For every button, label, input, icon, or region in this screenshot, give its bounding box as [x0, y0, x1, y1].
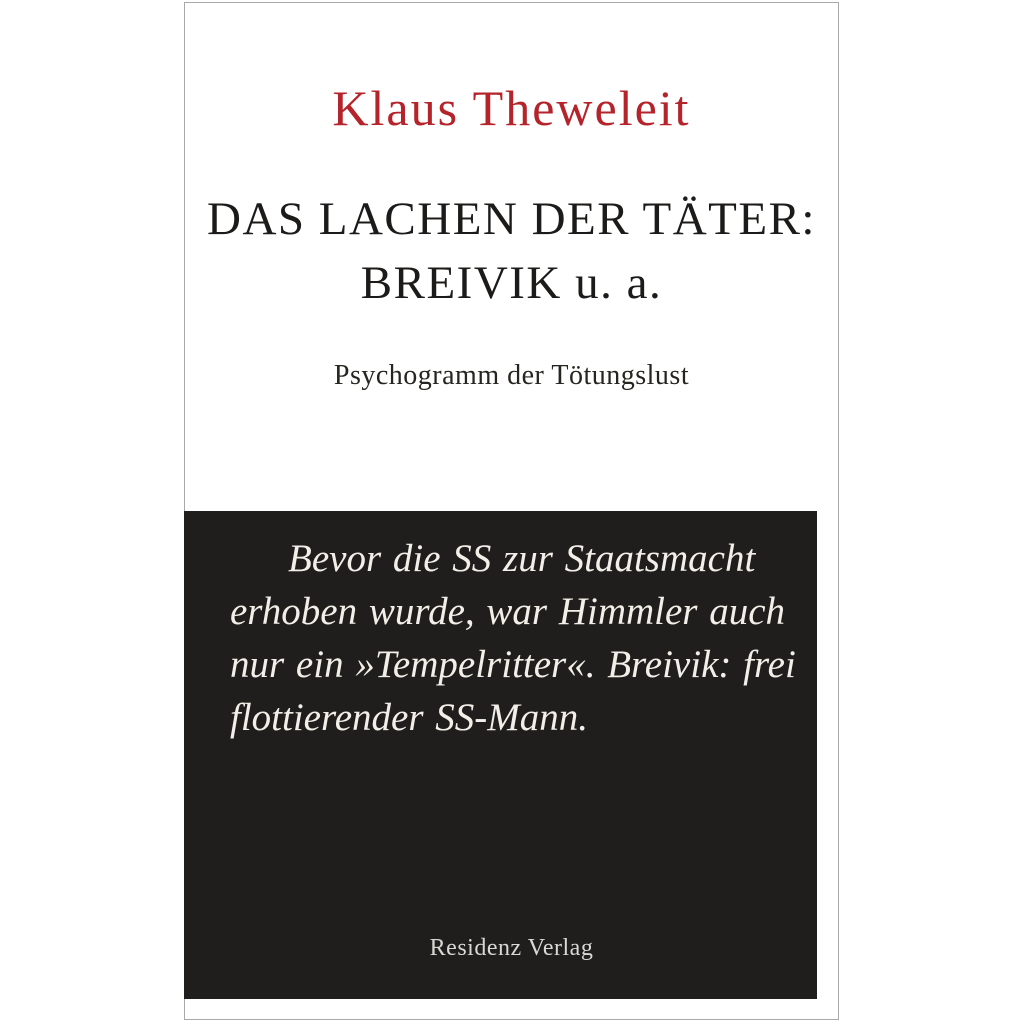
- book-title-line-2: BREIVIK u. a.: [360, 257, 663, 309]
- quote-line-1: Bevor die SS zur Staatsmacht: [288, 537, 756, 580]
- cover-quote: [184, 511, 817, 744]
- publisher-name: Residenz Verlag: [429, 935, 594, 961]
- book-subtitle: Psychogramm der Tötungslust: [333, 360, 690, 391]
- quote-line-3: nur ein »Tempelritter«. Breivik: frei: [230, 643, 796, 686]
- book-title-line-1: DAS LACHEN DER TÄTER:: [207, 193, 816, 245]
- book-cover: [184, 2, 839, 1020]
- quote-line-4: flottierender SS-Mann.: [230, 696, 588, 739]
- quote-line-2: erhoben wurde, war Himmler auch: [230, 590, 786, 633]
- book-title: [185, 187, 838, 315]
- quote-box: [184, 511, 817, 999]
- author-name: Klaus Theweleit: [332, 80, 691, 136]
